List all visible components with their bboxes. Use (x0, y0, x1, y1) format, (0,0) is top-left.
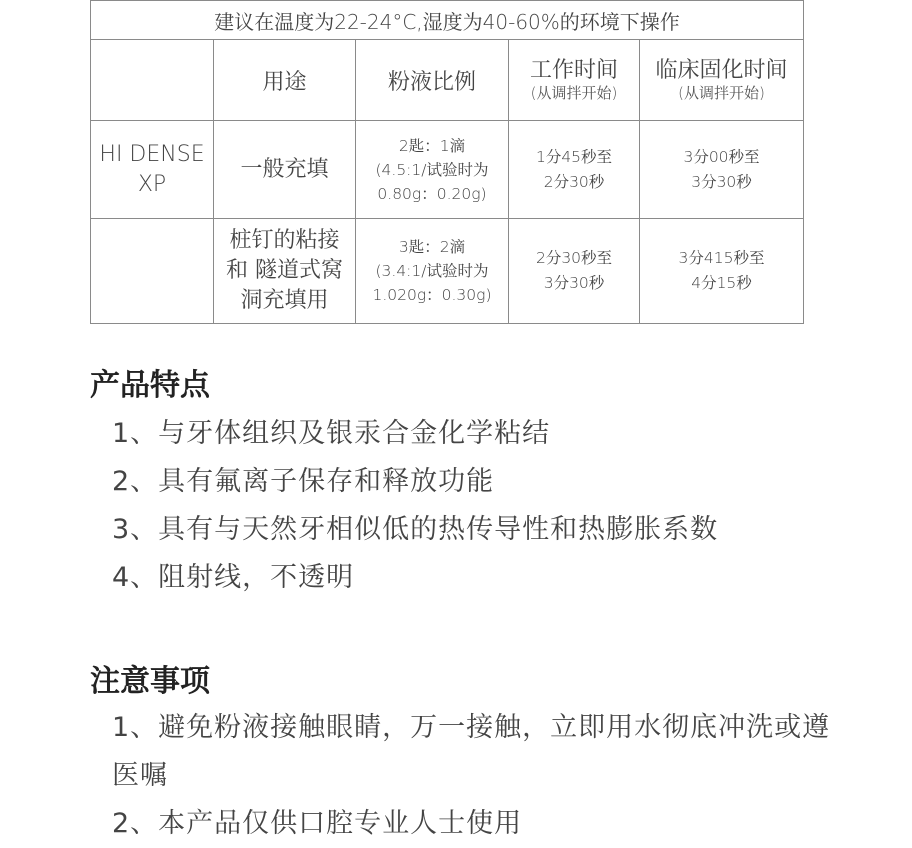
ratio-line: 3匙：2滴 (398, 238, 466, 256)
features-title: 产品特点 (90, 368, 210, 403)
header-work-time (509, 40, 640, 121)
work-time-cell (509, 121, 640, 219)
list-item: 4、阻射线，不透明 (112, 562, 355, 593)
product-name-cell (91, 219, 214, 324)
clinical-time-line: 3分00秒至 (683, 147, 760, 166)
list-item: 1、与牙体组织及银汞合金化学粘结 (112, 418, 551, 449)
header-empty-cell (91, 40, 214, 121)
usage-line: 洞充填用 (240, 288, 329, 313)
table-title: 建议在温度为22-24°C,湿度为40-60%的环境下操作 (91, 1, 804, 40)
clinical-time-line: 4分15秒 (691, 274, 752, 292)
header-ratio: 粉液比例 (356, 40, 509, 121)
usage-line: 桩钉的粘接 (229, 228, 340, 253)
header-work-time-label: 工作时间 (529, 58, 618, 83)
ratio-line: 0.80g：0.20g) (377, 184, 487, 203)
work-time-line: 3分30秒 (543, 274, 605, 292)
work-time-cell (509, 219, 640, 324)
ratio-line: (4.5:1/试验时为 (375, 160, 489, 179)
clinical-time-cell (640, 121, 804, 219)
work-time-line: 2分30秒 (543, 172, 605, 191)
usage-cell: 一般充填 (214, 121, 356, 219)
product-name-cell: HI DENSE XP (91, 121, 214, 219)
header-clinical-time-sub: (从调拌开始) (678, 84, 765, 102)
table-header-row (91, 40, 804, 121)
clinical-time-line: 3分415秒至 (678, 249, 765, 267)
spec-table (90, 0, 804, 324)
work-time-line: 2分30秒至 (535, 249, 613, 267)
list-item: 2、具有氟离子保存和释放功能 (112, 466, 495, 497)
list-item: 3、具有与天然牙相似低的热传导性和热膨胀系数 (112, 514, 719, 545)
ratio-cell (356, 121, 509, 219)
header-clinical-time-label: 临床固化时间 (655, 58, 788, 83)
list-item: 1、避免粉液接触眼睛，万一接触，立即用水彻底冲洗或遵医嘱 (112, 712, 831, 791)
usage-cell (214, 219, 356, 324)
notes-list (112, 704, 832, 848)
header-usage: 用途 (214, 40, 356, 121)
header-clinical-time (640, 40, 804, 121)
ratio-line: 1.020g：0.30g) (372, 286, 492, 304)
work-time-line: 1分45秒至 (535, 147, 613, 166)
notes-title: 注意事项 (90, 664, 210, 699)
table-row (91, 219, 804, 324)
clinical-time-line: 3分30秒 (691, 172, 752, 191)
clinical-time-cell (640, 219, 804, 324)
header-work-time-sub: (从调拌开始) (530, 84, 618, 102)
usage-line: 和 隧道式窝 (226, 258, 343, 283)
list-item: 2、本产品仅供口腔专业人士使用 (112, 808, 523, 839)
ratio-cell (356, 219, 509, 324)
ratio-line: (3.4:1/试验时为 (375, 262, 489, 280)
ratio-line: 2匙：1滴 (398, 136, 466, 155)
table-row (91, 121, 804, 219)
features-list (112, 410, 832, 602)
